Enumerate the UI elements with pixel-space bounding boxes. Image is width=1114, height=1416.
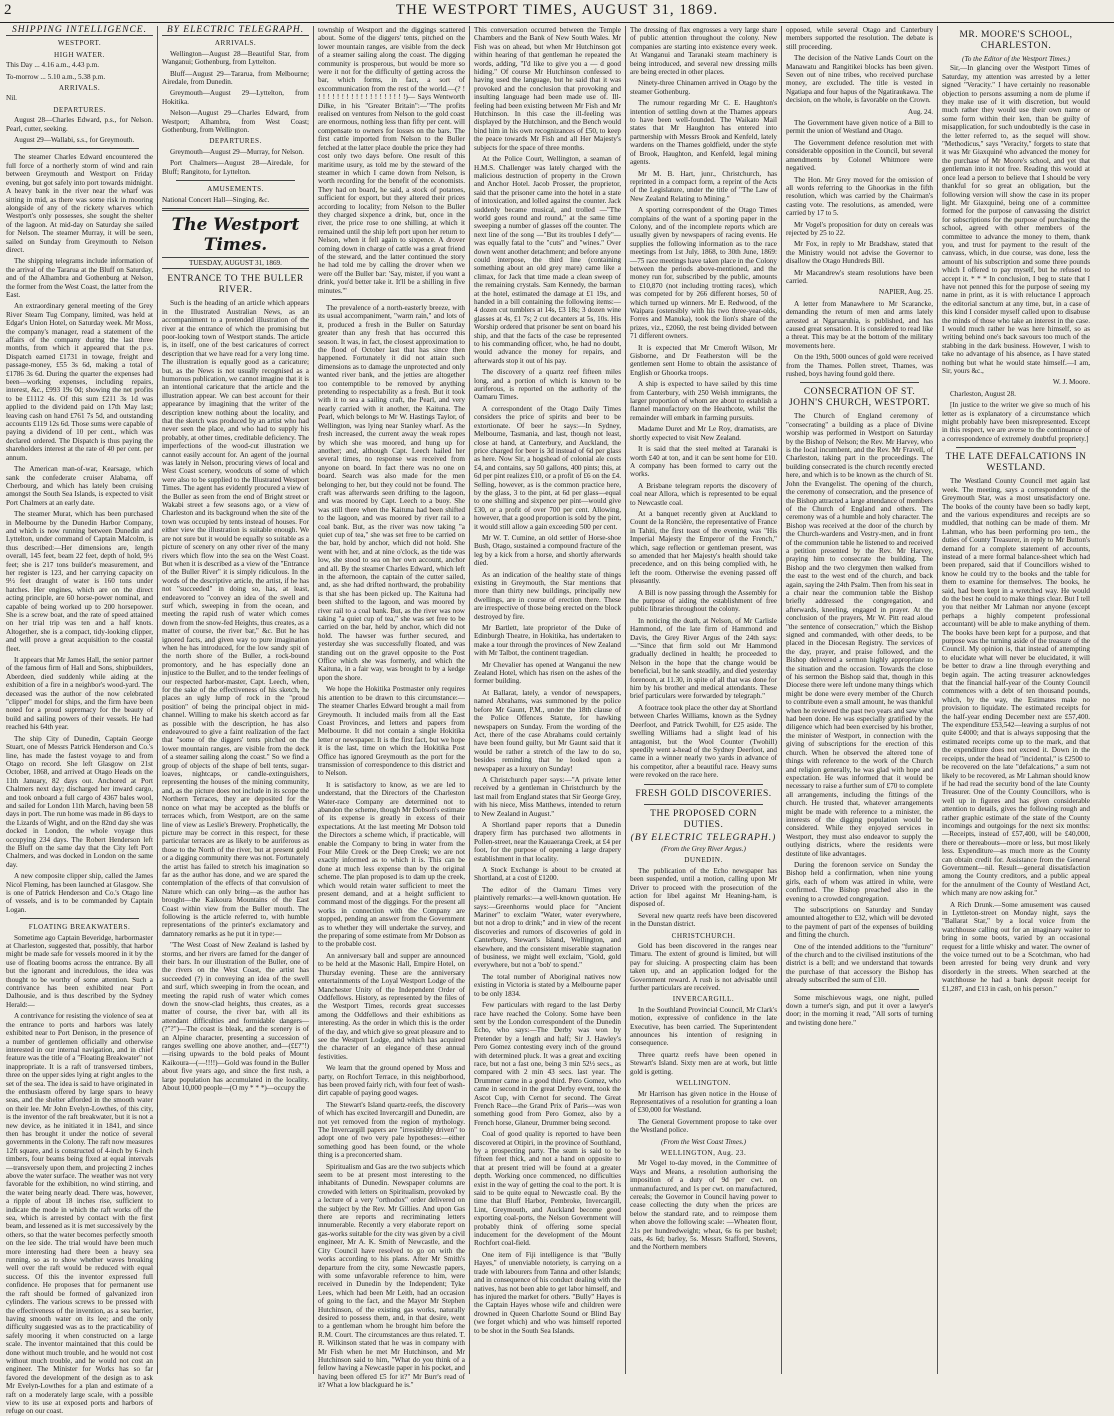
column-6: [782, 26, 938, 1374]
paragraph: It appears that Mr James Hall, the senior partner of the famous firm of Hall and Sons, shipbuilders, Aberdeen, died suddenly while aiding at the exhibition of a fire in a neighbor's wood-yard. The deceased was the author of the now celebrated "clipper" model for ships, and the firm have been noted for a proud supremacy for the beauty of build and sailing powers of their vessels. He had reached his 64th year.: [6, 656, 153, 732]
paragraph: A correspondent of the Otago Daily Times considers the price of spirits and beer to be extortionate. Of beer he says:—In Sydney, Melbourne, Tasmania, and last, though not least, close at hand, at Canterbury, and Auckland, the price charged for beer is 3d instead of 6d per glass as here. Now Sir, a hogshead of colonial ale costs £4, and contains, say 50 gallons, 400 pints; this, at 6d per pint realizes £10, or a profit of £6 on the £4. Selling, however, as is the common practice here, by the glass, 3 to the pint, at 6d per glass—equal to one shilling and sixpence per pint—would give £30, or a profit of over 700 per cent. Allowing, however, that a good proportion is sold by the pint, it would still allow a gain exceeding 500 per cent.: [474, 404, 621, 531]
signature-place: Charleston, August 28.: [950, 389, 1016, 398]
newspaper-nameplate: The Westport Times.: [171, 214, 300, 255]
column-container: [2, 25, 1112, 1416]
arrival-entry: Nelson—August 29—Charles Edward, from Westport; Alhambra, from West Coast; Gothenburg, from Wellington.: [162, 109, 309, 135]
divider: [20, 148, 139, 149]
paragraph: At the Police Court, Wellington, a seaman of H.M.S. Challenger was lately charged with the malicious destruction of property in the Crown and Anchor Hotel. Jacob Prosser, the proprietor, said that the prisoner came into the hotel in a state of intoxication, and lolled against the counter. Jack suddenly became musical, and trolled —"The world goes round and round," at the same time sweeping a number of glasses off the counter. The next line of the song —"But its troubles I defy"—was equally fatal to the "cuts" and "wines." Over down went another detachment; and before anyone could interpose, the third line (containing something about an old grey mare) came like a climax, for Jack that time made a clean sweep of the remaining crystals. Sam Kennedy, the barman at the hotel, estimated the damage at £1 19s, and handed in a bill containing the following items:— 4 dozen cut tumblers at 14s, £3 18s; 3 dozen wine glasses at 4s, £1 7s; 2 cut decanters at 5s, 10s. His Worship ordered that prisoner be sent on board his ship, and that the facts of the case be represented to his commanding officer, who, he had no doubt, would advance the money for repairs, and afterwards stop it out of his pay.: [474, 155, 621, 365]
column-5: [626, 26, 782, 1374]
paragraph: In the Southland Provincial Council, Mr Clark's motion, expressive of confidence in the late Executive, has been carried. The Superintendent announces his intention of resigning in consequence.: [630, 1005, 777, 1048]
paragraph: Sir,—In glancing over the Westport Times of Saturday, my attention was arrested by a letter signed "Veracity." I have certainly no reasonable objection to persons assuming a nom de plume if they make use of it with discretion, but would much rather they would use their own name or some form within their ken, than be guilty of misapplication, for such undoubtedly is the case in the letter referred to, as the sequel will show. "Methodicus," says "Veracity," forgets to state that it was Mr Giaxquiné who advanced the money for the purchase of Mr Moore's school, and yet that gentleman into it not free. Reading this would at once lead a person to believe that I should be very thankful for so great an obligation, but the following version will show the case in its proper light. Mr Giaxquiné, being one of a committee formed for the purpose of canvassing the district for subscriptions for the purpose of purchasing the school, agreed with other members of the committee to advance the money to them, thank you, and trust for payment to the result of the canvass, which, in due course, was done, less the amount of his subscription and some three pounds which I offered to pay myself, but he refused to accept it. * * * In conclusion, I beg to state that I have not penned this for the purpose of seeing my name in print, as it is with reluctance I approach the editorial sanctum at any time, but, in a case of this kind I consider myself called upon to disabuse the minds of those who take an interest in the case. I would much rather he was here himself, so as writing behind one's back savours too much of the stabbing in the dark business. However, I wish to take no advantage of his absence, as I have stated nothing but what he would state himself.—I am, Sir, yours &c.,: [942, 64, 1090, 376]
paragraph: A ship is expected to have sailed by this time from Canterbury, with 250 Welsh immigrants, the larger proportion of whom are about to establish a flannel manufactory on the Heathcote, whilst the remainder will embark in farming pursuits.: [630, 380, 777, 422]
column-2: [158, 26, 314, 1374]
departure-entry: Port Chalmers—August 28—Airedale, for Bluff; Rangitoto, for Lyttelton.: [162, 159, 309, 176]
arrivals-heading: ARRIVALS.: [214, 39, 257, 48]
paragraph: As an indication of the healthy state of things existing in Greymouth, the Star mentions that more than thirty new buildings, principally new dwellings, are in course of erection there. These are irrespective of those being erected on the block destroyed by fire.: [474, 570, 621, 621]
paragraph: On the 19th, 5000 ounces of gold were received from the Thames. Pollen street, Thames, was rushed, boys having found gold there.: [786, 353, 933, 379]
paragraph: The Government defence resolution met with considerable opposition in the Council, but several amendments by Colonel Whitmore were negatived.: [786, 138, 933, 173]
paragraph: It is satisfactory to know, as we are led to understand, that the Directors of the Charleston Water-race Company are determined not to abandon the scheme, though Mr Dobson's estimate of its expense is greatly in excess of their expectations. At the last meeting Mr Dobson told the Directors a scheme which, if practicable, will enable the Company to bring in water from the Four Mile Creek or the Deep Creek; we are not exactly informed as to which it is. This can be done at much less expense than by the original scheme. The plan proposed is to dam up the creek, which would retain water sufficient to meet the present demand, and at a height sufficient to command most of the diggings. For the present all works in connection with the Company are stopped, pending an answer from the Government as to whether they will undertake the survey, and the preparing of some estimate from Mr Dobson as to the probable cost.: [318, 780, 465, 949]
paragraph: During the forenoon service on Sunday the Bishop held a confirmation, when nine young girls, each of whom was attired in white, were confirmed. The Bishop preached also in the evening to a crowded congregation.: [786, 860, 933, 903]
paragraph: The steamer Murat, which has been purchased in Melbourne by the Dunedin Harbor Company, and which is now running between Dunedin and Lyttelton, under command of Captain Malcolm, is thus described:—Her dimensions are, length overall, 145 feet, beam 22 feet, depth of hold, 9½ feet; she is 217 tons builder's measurement, and her register is 123, and her carrying capacity on 9½ feet draught of water is 160 tons under hatches. Her engines, which are on the direct acting principle, are 60 horse-power nominal, and capable of being worked up to 200 horsepower. She is a screw boat, and the rate of speed attained on her trial trip was ten and a half knots. Altogether, she is a compact, tidy-looking clipper, and will prove a great acquisition to the coastal fleet.: [6, 510, 153, 653]
paragraph: Gold has been discovered in the ranges near Timaru. The extent of ground is limited, but will pay for sluicing. A prospecting claim has been taken up, and an application lodged for the Government reward. A rush is not advisable until further particulars are received.: [630, 942, 777, 993]
place-heading: WELLINGTON, Aug. 23.: [660, 1148, 747, 1157]
paragraph: Mr Harrison has given notice in the House of Representatives of a resolution for granting a loan of £30,000 for Westland.: [630, 1089, 777, 1115]
divider: [644, 784, 763, 785]
defalcations-heading: THE LATE DEFALCATIONS IN WESTLAND.: [945, 452, 1087, 474]
divider: [176, 180, 295, 181]
paragraph: One of the intended additions to the "furniture" of the church and to the civilised institutions of the district is a bell; and we understand that towards the purchase of that accessory the Bishop has already subscribed the sum of £10.: [786, 942, 933, 985]
paragraph: Three quartz reefs have been opened in Stewart's Island. Sixty men are at work, but little gold is getting.: [630, 1050, 777, 1076]
departure-entry: August 28—Charles Edward, p.s., for Nelson. Pearl, cutter, seeking.: [6, 116, 153, 133]
paragraph: A Brisbane telegram reports the discovery of coal near Allora, which is represented to be equal to Newcastle coal.: [630, 481, 777, 507]
paragraph: The dressing of flax engrosses a very large share of public attention throughout the colony. New companies are starting into existence every week. At Wanganui and Taranaki steam machinery is being introduced, and several new dressing mills are being erected in other places.: [630, 26, 777, 77]
paragraph: At Ballarat, lately, a vendor of newspapers, named Abrahams, was summoned by the police before Mr Gaunt, P.M., under the 18th clause of the Police Offences Statute, for hawking newspapers on Sunday. From the wording of the Act, there of the case Abrahams could certainly have been found guilty, but Mr Gaunt said that it would be rather a stretch of the law to do so, besides reminding that he looked upon a newspaper as a luxury on Sunday!: [474, 688, 621, 773]
paragraph: township of Westport and the diggings scattered about. Some of the diggers' tents, pitched on the lower mountain ranges, are visible from the deck of a steamer sailing along the coast. The digging community is prosperous, but would be more so were it not for the difficulty of getting across the bar, which forms, in fact, a sort of excommunication from the rest of the world.—(? ! ! ! ! ! ! ! ! ! ! ! ! ! ! ! ! ! ! ! !)— Says Wentworth Dilke, in his "Greater Britain":—"The profits realised on ventures from Nelson to the gold coast are enormous, nothing less than fifty per cent. will compensate to owners for losses on the bars. The first cattle imported from Nelson to the Buller fetched at the latter place double the price they had cost only two days before. One result of this maritime usury, as told me by the steward of the steamer in which I came down from Nelson, is worth recording for the benefit of the economists. They had on board, he said, a stock of potatoes, sufficient for export, but they altered their prices according to locality; from Nelson to the Buller they charged sixpence a drink, but, once in the river, the price rose to one shilling, at which it remained until the ship left port upon her return to Nelson, when it fell again to sixpence. A drover coming down in charge of cattle was a great friend of the steward, and the latter continued the story he had told me by calling the drover when we were off the Buller bar: 'Say, mister, if you want a drink, you'd better take it. It'll be a shilling in five minutes.'": [318, 26, 465, 295]
high-water-today: This Day ... 4.16 a.m., 4.43 p.m.: [6, 61, 100, 70]
paragraph: The discovery of a quartz reef fifteen miles long, and a portion of which is known to be auriferous, is reported on the authority of the Oamaru Times.: [474, 368, 621, 402]
divider: [644, 804, 763, 805]
paragraph: The decision of the Native Lands Court on the Manawatu and Rangitikei blocks has been given. Seven out of nine tribes, who received purchase money, are excluded. The title is vested in Ngatiapa and four hapus of the Ngatiraukawa. The decision, on the whole, is favorable on the Crown.: [786, 54, 933, 105]
column-1: [2, 25, 158, 1416]
paragraph: The total number of Aboriginal natives now existing in Victoria is stated by a Melbourne paper to be only 1834.: [474, 972, 621, 998]
school-letter-heading: MR. MOORE'S SCHOOL, CHARLESTON.: [959, 30, 1073, 51]
page-number: 2: [4, 2, 12, 18]
high-water-tomorrow: To-morrow ... 5.10 a.m., 5.38 p.m.: [6, 72, 106, 81]
paragraph: The Church of England ceremony of "consecrating" a building as a place of Divine worship was performed in Westport on Saturday by the Bishop of Nelson; the Rev. Mr Harvey, who is the local incumbent, and the Rev. Mr Fravell, of Charleston, taking part in the proceedings. The building consecrated is the church recently erected here, and which is to be known as the church of St. John the Evangelist. The opening of the church, the ceremony of consecration, and the presence of the Bishop attracted a large attendance of members of the Church of England and others. The ceremony was of a humble and holy character. The Bishop was received at the door of the church by the Church-wardens and Vestry-men, and in front of the communion table he listened to and received a petition presented by the Rev. Mr Harvey, praying him to consecrate the building. The Bishop and the two clergymen then walked from the east to the west end of the church, and back again, saying the 24th Psalm. Then from his seat in a chair near the communion table the Bishop briefly addressed the congregation, and afterwards, kneeling, engaged in prayer. At the conclusion of the prayers, Mr W. Pitt read aloud "the sentence of consecration," which the Bishop signed and commanded, with other deeds, to be placed in the Diocesan Registry. The services of the day, prayer, and praise followed, and the Bishop delivered a sermon highly appropriate to the situation and the occasion. Towards the close of his sermon the Bishop said that, though in this Diocese there were left undone many things which might be done were every member of the Church to contribute even a small amount, he was thankful when he reviewed the past two years and saw what had been done. He was especially gratified by the diligence which had been exercised by his brother, the minister of Westport, in connection with the giving of subscriptions for the erection of this church. When he observed the altered tone of things with reference to the work of the Church and religion generally, he was glad with hope and expectation. He was informed that it would be necessary to raise a further sum of £70 to complete all arrangements, including the fittings of the church. He trusted that, whatever arrangements might be made with reference to a minister, the interests of the digging population would be considered. While they enjoyed services in Westport, they must also endeavor to supply the outlying districts, where the residents were destitute of like advantages.: [786, 412, 933, 858]
paragraph: A contrivance for resisting the violence of sea at the entrance to ports and harbors was lately exhibited near to Port Denison, in the presence of a number of gentlemen officially and otherwise interested in our internal navigation, and in chief feature was the title of a "Floating Breakwater" not inappropriate. It is a raft of transversed timbers, three on the upper sides lying at right angles to the set of the sea. The idea is said to have originated in the enthusiasm offered by large spars to heavy seas, and the shelter afforded in the smooth water on their lee. Mr John Evelyn-Lowthes, of this city, is the inventor of the raft breakwater, but it is not a new device, as he initiated it in 1841, and since then has brought it under the notice of several governments in the Colony. The raft now measures 12ft square, and is constructed of 4-inch by 6-inch timbers, four beams being fixed at equal intervals—transversely upon them, and projecting 2 inches above the water surface. The weather was not very favorable for the exhibition, no wind stirring, and the water being nearly dead. There was, however, a ripple of about 18 inches rise, sufficient to indicate the mode in which the raft works off the sea, which is arrested by contact with the first beam, and lessened as it is met successively by the others, so that the water becomes perfectly smooth on the lee side. The trial would have been much more interesting had there been a heavy sea running, so as to show whether waves breaking well over the raft would be reduced with equal success. Of this the inventor expressed full confidence. He proposes that for permanent use the raft should be formed of galvanized iron cylinders. The various screws to be pressed with the effectiveness of the invention, as a sea barrier, having smooth water on its lee; and the only difficulty suggested was as to the practicability of safely mooring it when constructed on a large scale. The inventor maintained that this could be done without much trouble, and he would not cost without much trouble, and he would not cost an engineer. The Minister for Works has so far favored the development of the design as to ask Mr Evelyn-Lowthes for a plan and estimate of a raft on a moderately large scale, with a possible view to its use at exposed ports and harbors of refuge on our coast.: [6, 1012, 153, 1416]
paragraph: The publication of the Echo newspaper has been suspended, until a motion, calling upon Mr Driver to proceed with the prosecution of the action for libel against Mr Heaning-ham, is disposed of.: [630, 866, 777, 909]
editor-note: [In justice to the writer we give so much of his letter as is explanatory of a circumstance which might probably have been misrepresented. Except in this respect, we are averse to the continuance of a correspondence of extremely doubtful propriety.]: [942, 401, 1090, 443]
divider: [20, 918, 139, 919]
paragraph: Mr Vogel's proposition for duty on cereals was rejected by 25 to 22.: [786, 220, 933, 237]
arrival-entry: Wellington—August 28—Beautiful Star, from Wanganui; Gothenburg, from Lyttelton.: [162, 49, 309, 67]
paragraph: A sporting correspondent of the Otago Times complains of the want of a sporting paper in the Colony, and of the incomplete reports which are usually given by newspapers of racing events. He supplies the following information as to the race meetings from 1st July, 1868, to 30th June, 1869:—75 race meetings have taken place in the Colony between the periods above-mentioned, and the money run for, subscribed by the public, amounts to £10,870 (not including trotting races), which was competed for by 266 different horses, 50 of which turned up winners. Mr E. Redwood, of the Waipara (ostensibly with his two three-year-olds, Forres and Manuka), took the lion's share of the prizes, viz., £2060, the rest being divided between 71 different owners.: [630, 206, 777, 341]
paragraph: Mr Chevalier has opened at Wanganui the new Zealand Hotel, which has risen on the ashes of the former building.: [474, 660, 621, 686]
paragraph: An anniversary ball and supper are announced to be held at the Masonic Hall, Empire Hotel, on Thursday evening. These are the anniversary entertainments of the Loyal Westport Lodge of the Manchester Unity of the Independent Order of Oddfellows. History, as represented by the files of the Westport Times, records great successes among the Oddfellows and their exhibitions as interesting. As the order in which this is the order of the day, and which give so great pleasure and to see the Westport Lodge, and which has acquired the character of an elegance of these annual festivities.: [318, 951, 465, 1061]
paragraph: Mr Fox, in reply to Mr Bradshaw, stated that the Ministry would not advise the Governor to disallow the Otago Hundreds Bill.: [786, 240, 933, 266]
paragraph: A footrace took place the other day at Shortland between Charles Williams, known as the Sydney Deerfoot, and Patrick Twohill, for £25 aside. The swelling Williams had a slight lead of his antagonist, but the Wool Counter (Twohill) speedily went a-head of the Sydney Deerfoot, and came in a winner nearly two yards in advance of his competitor, after a beautiful race. Heavy sums were revoked on the race here.: [630, 703, 777, 780]
divider: [800, 382, 919, 383]
paragraph: This conversation occurred between the Temple Chambers and the Bank of New South Wales. Mr Fish was on ahead, but when Mr Hutchinson got within hearing of that gentleman he repeated the words, adding, "I'd like to give you a — d good hiding." Of course Mr Hutchinson confessed to having used the language, but he said that it was provoked and the conclusion that provoking and insulting language had been made use of. Ill-feeling had been existing between Mr Fish and Mr Hutchinson. In this case the ill-feeling was displayed by the Hutchinson, and the Bench would bind him in his own recognizances of £50, to keep the peace towards Mr Fish and all Her Majesty's subjects for the space of three months.: [474, 26, 621, 152]
paragraph: Spiritualism and Gas are the two subjects which seem to be at present most interesting to the inhabitants of Dunedin. Newspaper columns are crowded with letters on Spiritualism, provoked by a lecture of a very "orthodox" order delivered on the subject by the Rev. Mr Gillies. And upon Gas there are reports and recriminating letters innumerable. Recently a very elaborate report on gas-works suitable for the city was given by a civil engineer, Mr A. K. Smith of Newcastle, and the City Council have resolved to go on with the works according to his plans. After Mr Smith's departure from the city, some Newcastle papers, with some unfavorable reference to him, were received in Dunedin by the Independent; Tyke Lees, which had been Mr Leith, had an occasion of going to the fact, and the Mayor Mr Stephen Hutchinson, of the existing gas works, naturally desired to possess them, and, in that desire, went to a gentleman whom he brought him before the R.M. Court. The circumstances are thus related. T. R. Wilkinson stated that he was in company with Mr Fish when he met Mr Hutchinson, and Mr Hutchinson said to him, "What do you think of a fellow having a Newcastle paper in his pocket, and having been offered £5 for it?" Mr Burr's read of it? What a low blackguard he is.": [318, 1162, 465, 1390]
paragraph: It is expected that Mr Cmeroft Wilson, Mr Gisborne, and Dr Featherston will be the gentlemen sent Home to obtain the assistance of English or Ghoorka troops.: [630, 343, 777, 377]
to-editor-line: (To the Editor of the Westport Times.): [962, 55, 1070, 63]
arrivals-heading: ARRIVALS.: [58, 84, 101, 93]
paragraph: A Christchurch paper says:—"A private letter received by a gentleman in Christchurch by the last mail from England states that Sir George Grey, with his niece, Miss Matthews, intended to return to New Zealand in August.": [474, 775, 621, 818]
date-line: NAPIER, Aug. 25.: [878, 288, 933, 297]
floating-breakwaters-heading: FLOATING BREAKWATERS.: [28, 923, 131, 932]
masthead: [0, 0, 1114, 23]
paragraph: The editor of the Oamaru Times very plaintively remarks:—a well-known quotation. He says:—Greenhorns would place for "Ancient Mariner" to exclaim "Water, water everywhere, but not a drop to drink;" and in view of the recent discoveries and rumors of discoveries of gold in Canterbury, Stewart's Island, Wellington, and elsewhere, and the consistent miserable stagnation of business, we might well exclaim, "Gold, gold everywhere, but not a 'bob' to spend.": [474, 885, 621, 970]
arrival-entry: Bluff—August 29—Tararua, from Melbourne; Airedale, from Dunedin.: [162, 69, 309, 87]
divider: [800, 989, 919, 990]
paragraph: The steamer Charles Edward encountered the full force of a northerly storm of wind and rain between Greymouth and Westport on Friday evening, but got safely into port towards midnight. A heavy bank in the river near the wharf was sitting in mid, as there was some risk in mooring alongside of any of the rickety wharves which Westport's only possesses, she sought the shelter of the lagoon. At mid-day on Saturday she sailed for Nelson. The steamer Murray, it will be seen, sailed on Sunday from Greymouth to Nelson direct.: [6, 153, 153, 254]
paragraph: Mr W. T. Cumine, an old settler of Horse-shoe Bush, Otago, sustained a compound fracture of the leg by a kick from a horse, and shortly afterwards died.: [474, 533, 621, 568]
divider: [956, 447, 1076, 448]
paragraph: Mr Vogel to-day moved, in the Committee of Ways and Means, a resolution authorising the imposition of a duty of 9d per cwt. on unmanufactured, and 1s per cwt. on manufactured, cereals; the Governor in Council having power to cease collecting the duty when the prices are below the standard rate, and to reimpose them when above the following scale: —Wheaten flour, 21s per hundredweight; wheat, 6s 6s per bushel; oats, 4s 6d; barley, 5s. Messrs Stafford, Stevens, and the Northern members: [630, 1159, 777, 1252]
divider: [332, 299, 451, 300]
departures-heading: DEPARTURES.: [53, 105, 106, 114]
departure-entry: Greymouth—August 29—Murray, for Nelson.: [170, 147, 304, 156]
paragraph: In noticing the death, at Nelson, of Mr Carlisle Hammond, of the late firm of Hammond and Davis, the Grey River Argus of the 24th says:—"Since that firm sold out Mr Hammond gradually declined in health; he proceeded to Nelson in the hope that the change would be beneficial, but he sank steadily, and died yesterday forenoon, at 11.30, in spite of all that was done for him by his brother and medical attendants. These brief particulars were forwarded by telegraph.": [630, 616, 777, 701]
paragraph: The Stewart's Island quartz-reefs, the discovery of which has excited Invercargill and Dunedin, are not yet removed from the region of mythology. The Invercargill papers are "irresistibly driven" to adopt one of two very pale hypotheses:—either something good has been found, or the whole thing is a preconcerted sham.: [318, 1100, 465, 1160]
paragraph: Few particulars with regard to the last Derby race have reached the Colony. Some have been sent by the London correspondent of the Dunedin Echo, who says:—The Derby was won by Pretender by a length and half; Sir J. Hawley's Pero Gomez contesting every inch of the ground with determined pluck. It was a great and exciting race, but not a fast one, being 3 min 52½ secs., as compared with 2 min 43 secs. last year. The Drummer came in a good third. Pero Gomez, who came in second in the great Derby event, took the Ascot Cup, with Cernot for second. The Great French Race—the Grand Prix of Paris—was won something good from Pero Gomez, also by a French horse, Glaneur, Drummer being second.: [474, 1001, 621, 1127]
corn-duties-heading: THE PROPOSED CORN DUTIES.: [650, 808, 757, 830]
paragraph: "The West Coast of New Zealand is lashed by storms, and her rivers are famed for the danger of their bars. In our illustration of the Buller, one of the rivers on the West Coast, the artist has succeeded (?) in conveying an idea of the swell and surf, which sweeping in from the ocean, and meeting the rapid rush of water which comes down the snow-clad heights, thus creates, as a matter of course, the river bar, with all its attendant difficulties and formidable dangers—(?"?")—The coast is bleak, and the scenery is of an Alpine character, presenting a succession of ranges swelling one above another, and—(££?"!)—rising upwards to the bold peaks of Mount Kaikoura—(—!!!!)—Gold was found in the Buller about five years ago, and since the first rush, a large population has accumulated in the locality. About 10,000 people—(O my * * *)—occupy the: [162, 941, 309, 1093]
paragraph: Ninety-three Chinamen arrived in Otago by the steamer Gothenburg.: [630, 79, 777, 96]
amusement-entry: National Concert Hall—Singing, &c.: [162, 195, 270, 204]
paragraph: A Bill is now passing through the Assembly for the purpose of aiding the establishment of free public libraries throughout the colony.: [630, 588, 777, 614]
column-3: [314, 26, 470, 1390]
paragraph: The General Government propose to take over the Westland police.: [630, 1117, 777, 1135]
paragraph: The subscriptions on Saturday and Sunday amounted altogether to £32, which will be devoted to the payment of part of the expenses of building and fitting the church.: [786, 906, 933, 940]
paragraph: The prevalence of a north-easterly breeze, with its usual accompaniment, "warm rain," and lots of it, produced a fresh in the Buller on Saturday greater than any fresh that has occurred this season. It was, in fact, the closest approximation to the flood of October last that has since then happened. Fortunately it did not attain such dimensions as to damage the unprotected and only wanted river bank, and the jetties are altogether too contemptible to be removed by anything pretending to respectability as a fresh. But it took with it to sea a sailing craft, the Pearl, and very nearly carried with it another, the Kaituna. The Pearl, which belongs to Mr W. Hastings Taylor, of Wellington, was lying near Stanley wharf. As the fresh increased, the current away the weak ropes by which she was moored, and hung up for another; and, although Capt. Leech hailed her several times, no response was received from anyone on board. In fact there was no one on board. Search was also made for the men belonging to her, but they could not be found. The craft was afterwards seen drifting to the lagoon, and was moored by Capt. Leech to a buoy. She was still there when the Kaituna had been shifted to the lagoon, and was moored by river rail to a coal bank. But, as the river was now taking "a quiet cup of tea," she was set free to be carried on the bar, hold by anchor, which did not hold. She went with her, and at nine o'clock, as the tide was low, she stood to sea on her own account, anchor and all. By the steamer Charles Edward, which left in the afternoon, the captain of the cutter sailed, and, as she had drifted northward, the probability is that she has been picked up. The Kaituna had been shifted to the lagoon, and was moored by river rail to a coal bank. But, as the river was now taking "a quiet cup of tea," she was set free to be carried on the bar, held by anchor, which did not hold. The hawser was further secured, and yesterday she was successfully floated, and was standing out on the gravel opposite to the Post Office which she was formerly, and which the Kaituna, in a fair way, was brought to by a kedge upon the shore.: [318, 304, 465, 682]
arrivals-nil: Nil.: [6, 94, 17, 103]
paragraph: We learn that the ground opened by Moss and party, on Rochfort Terrace, in this neighborhood, has been proved fairly rich, with four feet of wash-dirt capable of paying good wages.: [318, 1064, 465, 1098]
column-4: [470, 26, 626, 1374]
column-7: [938, 26, 1094, 1374]
article-heading-buller: ENTRANCE TO THE BULLER RIVER.: [167, 274, 304, 296]
paragraph: opposed, while several Otago and Canterbury members supported the resolution. The debate is still proceeding.: [786, 26, 933, 51]
double-rule: [162, 208, 309, 211]
paragraph: Some mischievous wags, one night, pulled down a turner's sign, and put it over a lawyer's door; in the morning it read, "All sorts of turning and twisting done here.": [786, 993, 933, 1027]
electric-telegraph-heading: (BY ELECTRIC TELEGRAPH.): [630, 832, 777, 843]
paragraph: The Hon. Mr Grey moved for the omission of all words referring to the Ghoorkas in the fifth resolution, which was carried by the Chairman's casting vote. The resolutions, as amended, were carried by 17 to 5.: [786, 175, 933, 218]
departure-entry: August 29—Wallabi, s.s., for Greymouth.: [14, 136, 135, 145]
paragraph: A Rich Drunk.—Some amusement was caused in Lyttleton-street on Monday night, says the "Ballarat Star," by a local voice from the watchhouse calling out for an imaginary waiter to bring in some boots, varied by an occasional request for a little whisky and water. The owner of the voice turned out to be a Scotchman, who had been arrested for being very drunk and very disorderly in the streets. When searched at the watchhouse he had a bank deposit receipt for £1,287, and £13 in cash, on his person.": [942, 900, 1090, 993]
paragraph: The Government have given notice of a Bill to permit the union of Westland and Otago.: [786, 119, 933, 136]
paragraph: Coal of good quality is reported to have been discovered at Otipiri, in the province of Southland, by a prospecting party. The seam is said to be fifteen feet thick, and not a hand on opposite to that at present tried will be found at a greater depth. Working once commenced, no difficulties exist in the way of getting the coal to the port. It is said to be quite equal to Newcastle coal. By the time that Bluff Harbor, Pembroke, Invercargill, Lint, Greymouth, and Auckland become good exporting coal-ports, the Nelson Government will probably think of offering some special inducement for the development of the Mount Rochfort coal-field.: [474, 1130, 621, 1248]
paragraph: Madame Duret and Mr Le Roy, dramatists, are shortly expected to visit New Zealand.: [630, 425, 777, 442]
place-heading: CHRISTCHURCH.: [671, 931, 736, 940]
arrival-entry: Greymouth—August 29—Lyttelton, from Hokitika.: [162, 89, 309, 106]
paragraph: We hope the Hokitika Postmaster only requires his attention to be drawn to this circumstance:—The steamer Charles Edward brought a mail from Greymouth. It included mails from all the East Coast Provinces, and letters and papers from Melbourne. It did not contain a single Hokitika letter or newspaper. It is the first fact, but we hope it is the last, time on which the Hokitika Post Office has ignored Greymouth as the port for the transmission of correspondence to this district and to Nelson.: [318, 685, 465, 778]
paragraph: A letter from Manawhere to Mr Scarancke, demanding the return of men and arms lately arrested at Ngaruaruhia, is published, and has caused great sensation. It is considered to read like a threat. This may be at the bottom of the military movements here.: [786, 299, 933, 350]
dateline: TUESDAY, AUGUST 31, 1869.: [162, 257, 309, 269]
section-heading-telegraph: BY ELECTRIC TELEGRAPH.: [162, 26, 309, 36]
paragraph: It is said that the steel melted at Taranaki is worth £40 at ton, and it can be sent home for £10. A company has been formed to carry out the works.: [630, 445, 777, 479]
fresh-gold-heading: FRESH GOLD DISCOVERIES.: [635, 788, 772, 799]
source-line: (From the West Coast Times.): [660, 1137, 747, 1146]
signature: W. J. Moore.: [1052, 378, 1090, 387]
paragraph: The rumour regarding Mr C. E. Haughton's intention of settling down at the Thames appears to have been well-founded. The Waikato Mail states that Mr Haughton has entered into partnership with Messrs Brook and Kenfeld, lately wardens on the Thames goldfield, under the style of Brook, Haughton, and Kenfeld, legal mining agents.: [630, 99, 777, 167]
departures-heading: DEPARTURES.: [209, 137, 262, 146]
date-line: Aug. 24.: [908, 107, 933, 116]
page-title: THE WESTPORT TIMES, AUGUST 31, 1869.: [395, 2, 719, 18]
paragraph: A new composite clipper ship, called the James Nicol Fleming, has been launched at Glasgow. She is one of Patrick Henderson and Co.'s Otago line of vessels, and is to be commanded by Captain Logan.: [6, 872, 153, 914]
consecration-heading: CONSECRATION OF ST. JOHN'S CHURCH, WESTPORT.: [788, 387, 931, 409]
paragraph: A Shortland paper reports that a Dunedin drapery firm has purchased two allotments in Pollen-street, near the Kauaeranga Creek, at £4 per foot, for the purpose of opening a large drapery establishment in that locality.: [474, 820, 621, 863]
amusements-heading: AMUSEMENTS.: [207, 185, 264, 194]
paragraph: The Westland County Council met again last week. The meeting, says a correspondent of the Greymouth Star, was a most unsatisfactory one. The books of the county have been so badly kept, and the various expenditures and receipts are so muddled, that nothing can be made of them. Mr Lahman, who has been performing pro tem., the duties of County Treasurer, in reply to Mr Button's demand for a complete statement of accounts, instead of a mere formal balance-sheet which had been prepared, said that if Councillors wished to know he could try to the books and the table for them to examine for themselves. The books, he said, had been kept in a wretched way. He would do the best he could to make things clear. But I tell you that neither Mr Lahman nor anyone (except perhaps a highly competent professional accountant) will be able to make anything of them. The books have been kept for a purpose, and that purpose was the turning aside of the treasure of the Council. My opinion is, that instead of attempting to elucidate what will never be elucidated, it will be better to draw a line through everything and begin again. The acting treasurer acknowledges that the financial half-year of the County Council commences with a debt of ten thousand pounds, which, by the way, the Estimates make no provision to liquidate. The estimated receipts for the half-year ending December next are £57,400. The expenditure £53,542—leaving a surplus of not quite £4000; and that is always supposing that the estimated receipts come up to the mark, and that the expenditure does not exceed it. Down in the receipts, under the head of "incidental," is £2500 to be recovered on the late "defalcations," a sum not likely to be recovered, as Mr Lahman should know if he had read the security bond of the late County Treasurer. One of the County Councillors, who is well up in figures and has given considerable attention to details, gives the following rough and rather graphic estimate of the state of the County incomings and outgoings for the next six months:—Receipts, instead of £57,400, will be £40,000, there or thereabouts—more or less, but most likely less. Expenditure—as much more as the County can obtain credit for. Assistance from the General Government—nil. Result—general dissatisfaction among the County creditors, and a public appeal for the annulment of the County of Westland Act, which many are now asking for.": [942, 477, 1090, 898]
paragraph: Several new quartz reefs have been discovered in the Dunstan district.: [630, 911, 777, 929]
port-heading: WESTPORT.: [57, 39, 102, 48]
paragraph: An extraordinary general meeting of the Grey River Steam Tug Company, limited, was held at Edgar's Union Hotel, on Saturday week. Mr Moss, the company's manager, read a statement of the affairs of the company during the last three months, from which it appeared that the p.s. Dispatch earned £1731 in towage, freight and passage-money, £55 3s 6d, making a total of £1786 3s 6d. During the quarter the expenses had been—working expenses, including repairs, interest, &c., £993 19s 0d; showing the net profits to be £1112 4s. Of this sum £211 3s 1d was applied to the dividend paid on 17th May last; leaving cash on hand £761 7s 5d, and outstanding accounts £119 12s 6d. Those sums were capable of paying a dividend of 10 per cent., which was declared ordered. The Dispatch is thus paying the shareholders interest at the rate of 40 per cent. per annum.: [6, 302, 153, 462]
section-heading-shipping: SHIPPING INTELLIGENCE.: [6, 26, 153, 36]
place-heading: INVERCARGILL.: [672, 995, 735, 1004]
paragraph: Mr Bartlett, late proprietor of the Duke of Edinburgh Theatre, in Hokitika, has undertaken to make a tour through the provinces of New Zealand with Mr Talbot, the continent tragedian.: [474, 624, 621, 658]
paragraph: At a banquet recently given at Auckland to Count de la Roncière, the representative of France in Tahiti, the first toast of the evening was "His Imperial Majesty the Emperor of the French," which, sage reflection or gentleman present, was so amended that her Majesty's health should take precedence, and on this being complied with, he left the room. Otherwise the evening passed off pleasantly.: [630, 509, 777, 586]
paragraph: Sometime ago Captain Beveridge, harbormaster at Charleston, suggested that, possibly, that harbor might be made safe for vessels moored in it by the use of floating booms across the entrance. By all but the ignorant and incredulous, the idea was thought to be worthy of some attention. Such a contrivance has been exhibited near Port Dalhousie, and is thus described by the Sydney Herald:—: [6, 933, 153, 1009]
paragraph: The American man-of-war, Kearsage, which sank the confederate cruiser Alabama, off Cherbourg, and which has lately been cruising amongst the South Sea Islands, is expected to visit Port Chalmers at an early date.: [6, 465, 153, 507]
paragraph: One item of Fiji intelligence is that "Bully Hayes," of unenviable notoriety, is carrying on a trade with labourers from Tanna and other Islands; and in consequence of his conduct dealing with the natives, has not been able to get labor himself, and has injured the market for others. "Bully" Hayes is the Captain Hayes whose wife and children were drowned in Queen Charlotte Sound or Blind Bay (we forget which) and who was himself reported to be shot in the South Sea Islands.: [474, 1250, 621, 1335]
place-heading: WELLINGTON.: [676, 1079, 731, 1088]
paragraph: Such is the heading of an article which appears in the Illustrated Australian News, as an accompaniment to a pretended illustration of the river at the entrance of which the promising but poor-looking town of Westport stands. The article is, in itself, one of the best caricatures of correct description that we have read for a very long time. The illustration is equally good as a caricature; but, as the News is not usually recognised as a humorous publication, we cannot imagine that it is an intentional caricature that the article and the illustration appear. We can best account for their appearance by imagining that the writer of the description knew nothing about the locality, and that the sketch was produced by an artist who had never seen the place, and who had to supply his probably, at other times, creditable deficiency. The imperfections of the wood-cut illustration we cannot easily account for. An agent of the journal was lately in Nelson, procuring views of local and West Coast scenery, woodcuts of some of which were also to be supplied to the Illustrated Westport Times. The agent has evidently procured a view of the Buller as seen from the end of Bright street or Wakabi street a few seasons ago, or a view of Charleston and its background when the site of the town was occupied by tents instead of houses. For either view the illustration is suitable enough. We are not sure but it would be equally so suitable as a picture of scenery on any other river of the many rivers which flow into the sea on the West Coast. But when it is described as a view of the "Entrance of the Buller River" it is simply ridiculous. In the words of the descriptive article, the artist, if he has not "succeeded" in doing so, has, at least, endeavored to "convey an idea of the swell and surf which, sweeping in from the ocean, and meeting the rapid rush of water which comes down from the snow-fed Heights, thus creates, as a matter of course, the river bar," &c. But he has ignored facts, and given way to pure imagination when he has introduced, for the low sandy spit of the north shore of the Buller, a rock-bound promontory, and he has especially done an injustice to the Buller, and to the tender feelings of our respected harbor-master, Capt. Leech, when, for the sake of the effectiveness of his sketch, he places an ugly lump of rock in the "proud position" of being the principal object in mid-channel. Willing to make his sketch accord as far as possible with the description, he has also endeavoured to give a faint realization of the fact that "some of the diggers' tents pitched on the lower mountain ranges, are visible from the deck of a steamer sailing along the coast." So we find a group of objects of the shape of bell tents, sugar-loaves, nightcaps, or candle-extinguishers, representing the houses of the mining community, and, as the picture does not include in its scope the Northern Terraces, they are deposited for the nonce on what may be accepted as the bluffs or terraces which, from Westport, are on the same line of view as Leslie's Brewery. Prophetically, the picture may be correct in this respect, for these particular terraces are as likely to be auriferous as those to the North of the river, but at present gold or a digging community there was not. Fortunately the artist has failed to stretch his imagination so far as the author has done, and we are spared the contemplation of the effects of that convulsion of Nature which can only bring—as the author has brought—the Kaikoura Mountains of the East Coast within view from the Buller mouth. The following is the article referred to, with humble representations of the printer's exclamatory and damnatory remarks as he put it in type:—: [162, 299, 309, 938]
paragraph: Mr Macandrew's steam resolutions have been carried.: [786, 268, 933, 285]
paragraph: The shipping telegrams include information of the arrival of the Tararua at the Bluff on Saturday, and of the Alhambra and Gothenburg at Nelson, the former from the West Coast, the latter from the East.: [6, 257, 153, 299]
high-water-heading: HIGH WATER.: [54, 50, 105, 59]
paragraph: A Stock Exchange is about to be created at Shortland, at a cost of £1200.: [474, 866, 621, 883]
source-line: (From the Grey River Argus.): [661, 844, 746, 853]
paragraph: Mr M. B. Hart, junr., Christchurch, has reprinted in a compact form, a reprint of the Acts of the Legislature, under the title of "The Law of New Zealand Relating to Mining.": [630, 169, 777, 203]
place-heading: DUNEDIN.: [684, 856, 723, 865]
paragraph: The ship City of Dunedin, Captain George Stuart, one of Messrs Patrick Henderson and Co.'s line, has made the fastest voyage to and from Otago on record. She left Glasgow on 21st October, 1868, and arrived at Otago Heads on the 11th January, 82 days out. Anchored at Port Chalmers next day; discharged her inward cargo, and took onboard a full cargo of 4367 bales wool, and sailed for London 11th March, having been 58 days in port. The run home was made in 86 days to the Lizards of Wight, and on the 82nd day she was docked in London, the whole voyage thus occupying 234 days. The Robert Henderson left the Bluff on the same day that the City left Port Chalmers, and was docked in London on the same day.: [6, 734, 153, 869]
